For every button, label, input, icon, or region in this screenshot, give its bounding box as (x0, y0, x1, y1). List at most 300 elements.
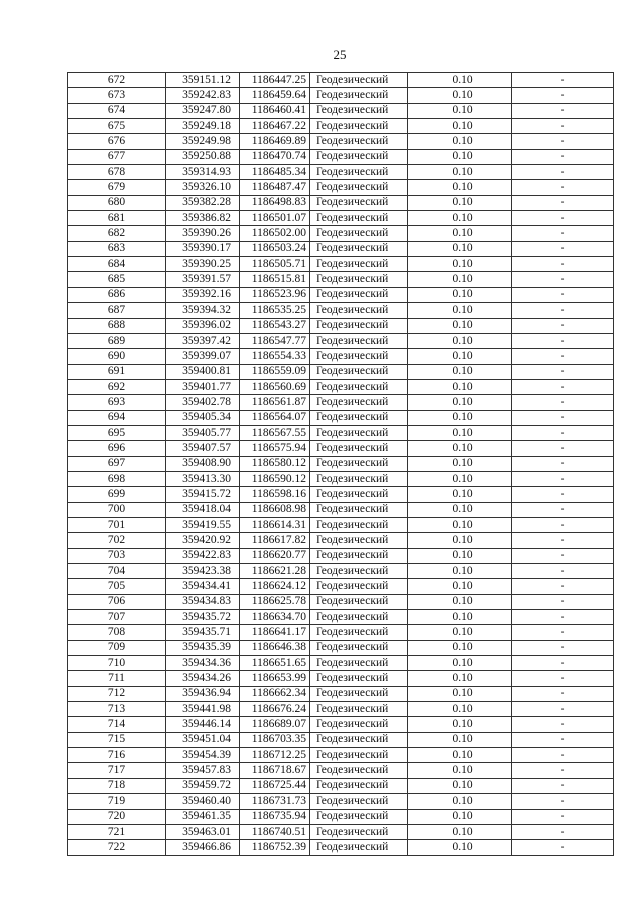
precision-cell: 0.10 (408, 379, 512, 394)
precision-cell: 0.10 (408, 73, 512, 88)
point-number-cell: 697 (68, 456, 166, 471)
note-cell: - (512, 794, 614, 809)
precision-cell: 0.10 (408, 732, 512, 747)
table-row (68, 533, 614, 548)
table-row (68, 640, 614, 655)
table-row (68, 809, 614, 824)
x-coordinate-cell: 359446.14 (166, 717, 240, 732)
note-cell: - (512, 594, 614, 609)
method-cell: Геодезический (310, 671, 408, 686)
x-coordinate-cell: 359441.98 (166, 702, 240, 717)
y-coordinate-cell: 1186718.67 (240, 763, 310, 778)
point-number-cell: 683 (68, 241, 166, 256)
table-row (68, 487, 614, 502)
y-coordinate-cell: 1186505.71 (240, 257, 310, 272)
precision-cell: 0.10 (408, 349, 512, 364)
point-number-cell: 688 (68, 318, 166, 333)
precision-cell: 0.10 (408, 502, 512, 517)
point-number-cell: 718 (68, 778, 166, 793)
method-cell: Геодезический (310, 257, 408, 272)
table-row (68, 379, 614, 394)
precision-cell: 0.10 (408, 318, 512, 333)
x-coordinate-cell: 359419.55 (166, 517, 240, 532)
point-number-cell: 693 (68, 395, 166, 410)
note-cell: - (512, 425, 614, 440)
y-coordinate-cell: 1186485.34 (240, 165, 310, 180)
precision-cell: 0.10 (408, 656, 512, 671)
table-row (68, 333, 614, 348)
precision-cell: 0.10 (408, 594, 512, 609)
table-row (68, 134, 614, 149)
x-coordinate-cell: 359466.86 (166, 840, 240, 855)
method-cell: Геодезический (310, 840, 408, 855)
method-cell: Геодезический (310, 579, 408, 594)
point-number-cell: 717 (68, 763, 166, 778)
precision-cell: 0.10 (408, 456, 512, 471)
point-number-cell: 719 (68, 794, 166, 809)
table-row (68, 763, 614, 778)
y-coordinate-cell: 1186515.81 (240, 272, 310, 287)
method-cell: Геодезический (310, 165, 408, 180)
table-row (68, 517, 614, 532)
x-coordinate-cell: 359435.71 (166, 625, 240, 640)
x-coordinate-cell: 359451.04 (166, 732, 240, 747)
note-cell: - (512, 287, 614, 302)
note-cell: - (512, 487, 614, 502)
note-cell: - (512, 548, 614, 563)
point-number-cell: 680 (68, 195, 166, 210)
y-coordinate-cell: 1186653.99 (240, 671, 310, 686)
point-number-cell: 696 (68, 441, 166, 456)
note-cell: - (512, 686, 614, 701)
y-coordinate-cell: 1186575.94 (240, 441, 310, 456)
table-row (68, 425, 614, 440)
table-row (68, 103, 614, 118)
table-row (68, 717, 614, 732)
y-coordinate-cell: 1186560.69 (240, 379, 310, 394)
point-number-cell: 695 (68, 425, 166, 440)
method-cell: Геодезический (310, 594, 408, 609)
method-cell: Геодезический (310, 364, 408, 379)
method-cell: Геодезический (310, 625, 408, 640)
x-coordinate-cell: 359382.28 (166, 195, 240, 210)
x-coordinate-cell: 359418.04 (166, 502, 240, 517)
y-coordinate-cell: 1186712.25 (240, 748, 310, 763)
x-coordinate-cell: 359400.81 (166, 364, 240, 379)
point-number-cell: 705 (68, 579, 166, 594)
table-row (68, 686, 614, 701)
precision-cell: 0.10 (408, 748, 512, 763)
table-row (68, 471, 614, 486)
point-number-cell: 712 (68, 686, 166, 701)
point-number-cell: 689 (68, 333, 166, 348)
precision-cell: 0.10 (408, 272, 512, 287)
table-row (68, 287, 614, 302)
x-coordinate-cell: 359396.02 (166, 318, 240, 333)
note-cell: - (512, 410, 614, 425)
method-cell: Геодезический (310, 809, 408, 824)
table-row (68, 165, 614, 180)
point-number-cell: 709 (68, 640, 166, 655)
table-row (68, 671, 614, 686)
note-cell: - (512, 840, 614, 855)
note-cell: - (512, 195, 614, 210)
x-coordinate-cell: 359401.77 (166, 379, 240, 394)
y-coordinate-cell: 1186501.07 (240, 211, 310, 226)
y-coordinate-cell: 1186567.55 (240, 425, 310, 440)
precision-cell: 0.10 (408, 425, 512, 440)
point-number-cell: 716 (68, 748, 166, 763)
table-row (68, 149, 614, 164)
point-number-cell: 690 (68, 349, 166, 364)
precision-cell: 0.10 (408, 241, 512, 256)
point-number-cell: 714 (68, 717, 166, 732)
precision-cell: 0.10 (408, 625, 512, 640)
note-cell: - (512, 564, 614, 579)
method-cell: Геодезический (310, 303, 408, 318)
note-cell: - (512, 241, 614, 256)
method-cell: Геодезический (310, 241, 408, 256)
x-coordinate-cell: 359415.72 (166, 487, 240, 502)
table-row (68, 241, 614, 256)
note-cell: - (512, 533, 614, 548)
precision-cell: 0.10 (408, 640, 512, 655)
y-coordinate-cell: 1186725.44 (240, 778, 310, 793)
precision-cell: 0.10 (408, 487, 512, 502)
method-cell: Геодезический (310, 487, 408, 502)
y-coordinate-cell: 1186543.27 (240, 318, 310, 333)
x-coordinate-cell: 359413.30 (166, 471, 240, 486)
precision-cell: 0.10 (408, 564, 512, 579)
table-row (68, 318, 614, 333)
note-cell: - (512, 732, 614, 747)
point-number-cell: 720 (68, 809, 166, 824)
point-number-cell: 676 (68, 134, 166, 149)
y-coordinate-cell: 1186620.77 (240, 548, 310, 563)
x-coordinate-cell: 359250.88 (166, 149, 240, 164)
point-number-cell: 707 (68, 610, 166, 625)
note-cell: - (512, 333, 614, 348)
page-number: 25 (333, 47, 347, 62)
y-coordinate-cell: 1186646.38 (240, 640, 310, 655)
x-coordinate-cell: 359435.39 (166, 640, 240, 655)
table-row (68, 610, 614, 625)
point-number-cell: 704 (68, 564, 166, 579)
x-coordinate-cell: 359459.72 (166, 778, 240, 793)
method-cell: Геодезический (310, 395, 408, 410)
precision-cell: 0.10 (408, 533, 512, 548)
method-cell: Геодезический (310, 517, 408, 532)
coordinates-table (67, 72, 614, 856)
y-coordinate-cell: 1186535.25 (240, 303, 310, 318)
precision-cell: 0.10 (408, 517, 512, 532)
point-number-cell: 715 (68, 732, 166, 747)
x-coordinate-cell: 359394.32 (166, 303, 240, 318)
method-cell: Геодезический (310, 502, 408, 517)
y-coordinate-cell: 1186580.12 (240, 456, 310, 471)
x-coordinate-cell: 359422.83 (166, 548, 240, 563)
y-coordinate-cell: 1186503.24 (240, 241, 310, 256)
x-coordinate-cell: 359408.90 (166, 456, 240, 471)
table-row (68, 195, 614, 210)
point-number-cell: 672 (68, 73, 166, 88)
precision-cell: 0.10 (408, 702, 512, 717)
y-coordinate-cell: 1186498.83 (240, 195, 310, 210)
precision-cell: 0.10 (408, 257, 512, 272)
y-coordinate-cell: 1186487.47 (240, 180, 310, 195)
x-coordinate-cell: 359390.17 (166, 241, 240, 256)
x-coordinate-cell: 359390.26 (166, 226, 240, 241)
method-cell: Геодезический (310, 548, 408, 563)
method-cell: Геодезический (310, 103, 408, 118)
method-cell: Геодезический (310, 610, 408, 625)
precision-cell: 0.10 (408, 794, 512, 809)
note-cell: - (512, 717, 614, 732)
y-coordinate-cell: 1186598.16 (240, 487, 310, 502)
method-cell: Геодезический (310, 410, 408, 425)
table-row (68, 778, 614, 793)
table-row (68, 548, 614, 563)
y-coordinate-cell: 1186662.34 (240, 686, 310, 701)
y-coordinate-cell: 1186651.65 (240, 656, 310, 671)
y-coordinate-cell: 1186467.22 (240, 119, 310, 134)
table-row (68, 732, 614, 747)
note-cell: - (512, 702, 614, 717)
x-coordinate-cell: 359454.39 (166, 748, 240, 763)
table-row (68, 180, 614, 195)
table-row (68, 794, 614, 809)
table-row (68, 395, 614, 410)
x-coordinate-cell: 359151.12 (166, 73, 240, 88)
y-coordinate-cell: 1186470.74 (240, 149, 310, 164)
y-coordinate-cell: 1186502.00 (240, 226, 310, 241)
x-coordinate-cell: 359391.57 (166, 272, 240, 287)
x-coordinate-cell: 359314.93 (166, 165, 240, 180)
x-coordinate-cell: 359434.41 (166, 579, 240, 594)
note-cell: - (512, 671, 614, 686)
table-row (68, 349, 614, 364)
point-number-cell: 711 (68, 671, 166, 686)
note-cell: - (512, 471, 614, 486)
y-coordinate-cell: 1186740.51 (240, 824, 310, 839)
note-cell: - (512, 364, 614, 379)
method-cell: Геодезический (310, 640, 408, 655)
y-coordinate-cell: 1186735.94 (240, 809, 310, 824)
point-number-cell: 713 (68, 702, 166, 717)
point-number-cell: 699 (68, 487, 166, 502)
precision-cell: 0.10 (408, 103, 512, 118)
note-cell: - (512, 73, 614, 88)
x-coordinate-cell: 359461.35 (166, 809, 240, 824)
point-number-cell: 687 (68, 303, 166, 318)
table-row (68, 824, 614, 839)
method-cell: Геодезический (310, 425, 408, 440)
method-cell: Геодезический (310, 824, 408, 839)
x-coordinate-cell: 359249.18 (166, 119, 240, 134)
y-coordinate-cell: 1186621.28 (240, 564, 310, 579)
note-cell: - (512, 640, 614, 655)
note-cell: - (512, 180, 614, 195)
precision-cell: 0.10 (408, 763, 512, 778)
point-number-cell: 673 (68, 88, 166, 103)
y-coordinate-cell: 1186614.31 (240, 517, 310, 532)
note-cell: - (512, 379, 614, 394)
point-number-cell: 708 (68, 625, 166, 640)
note-cell: - (512, 763, 614, 778)
method-cell: Геодезический (310, 149, 408, 164)
y-coordinate-cell: 1186447.25 (240, 73, 310, 88)
precision-cell: 0.10 (408, 610, 512, 625)
precision-cell: 0.10 (408, 778, 512, 793)
x-coordinate-cell: 359436.94 (166, 686, 240, 701)
point-number-cell: 685 (68, 272, 166, 287)
precision-cell: 0.10 (408, 364, 512, 379)
table-row (68, 656, 614, 671)
y-coordinate-cell: 1186689.07 (240, 717, 310, 732)
precision-cell: 0.10 (408, 395, 512, 410)
x-coordinate-cell: 359434.36 (166, 656, 240, 671)
y-coordinate-cell: 1186641.17 (240, 625, 310, 640)
point-number-cell: 694 (68, 410, 166, 425)
y-coordinate-cell: 1186459.64 (240, 88, 310, 103)
x-coordinate-cell: 359434.83 (166, 594, 240, 609)
point-number-cell: 721 (68, 824, 166, 839)
table-row (68, 441, 614, 456)
note-cell: - (512, 824, 614, 839)
point-number-cell: 682 (68, 226, 166, 241)
x-coordinate-cell: 359420.92 (166, 533, 240, 548)
point-number-cell: 686 (68, 287, 166, 302)
y-coordinate-cell: 1186752.39 (240, 840, 310, 855)
precision-cell: 0.10 (408, 333, 512, 348)
method-cell: Геодезический (310, 533, 408, 548)
point-number-cell: 702 (68, 533, 166, 548)
precision-cell: 0.10 (408, 671, 512, 686)
note-cell: - (512, 625, 614, 640)
precision-cell: 0.10 (408, 226, 512, 241)
x-coordinate-cell: 359405.77 (166, 425, 240, 440)
point-number-cell: 701 (68, 517, 166, 532)
table-row (68, 303, 614, 318)
precision-cell: 0.10 (408, 824, 512, 839)
coordinates-table-body (68, 73, 614, 856)
precision-cell: 0.10 (408, 686, 512, 701)
note-cell: - (512, 456, 614, 471)
y-coordinate-cell: 1186547.77 (240, 333, 310, 348)
precision-cell: 0.10 (408, 211, 512, 226)
method-cell: Геодезический (310, 763, 408, 778)
precision-cell: 0.10 (408, 809, 512, 824)
method-cell: Геодезический (310, 180, 408, 195)
y-coordinate-cell: 1186625.78 (240, 594, 310, 609)
precision-cell: 0.10 (408, 149, 512, 164)
note-cell: - (512, 211, 614, 226)
y-coordinate-cell: 1186460.41 (240, 103, 310, 118)
method-cell: Геодезический (310, 119, 408, 134)
x-coordinate-cell: 359463.01 (166, 824, 240, 839)
x-coordinate-cell: 359397.42 (166, 333, 240, 348)
x-coordinate-cell: 359390.25 (166, 257, 240, 272)
note-cell: - (512, 579, 614, 594)
note-cell: - (512, 778, 614, 793)
note-cell: - (512, 809, 614, 824)
y-coordinate-cell: 1186608.98 (240, 502, 310, 517)
table-row (68, 456, 614, 471)
table-row (68, 625, 614, 640)
precision-cell: 0.10 (408, 119, 512, 134)
y-coordinate-cell: 1186634.70 (240, 610, 310, 625)
method-cell: Геодезический (310, 226, 408, 241)
x-coordinate-cell: 359249.98 (166, 134, 240, 149)
note-cell: - (512, 610, 614, 625)
x-coordinate-cell: 359399.07 (166, 349, 240, 364)
table-row (68, 88, 614, 103)
x-coordinate-cell: 359407.57 (166, 441, 240, 456)
method-cell: Геодезический (310, 88, 408, 103)
method-cell: Геодезический (310, 732, 408, 747)
point-number-cell: 674 (68, 103, 166, 118)
precision-cell: 0.10 (408, 287, 512, 302)
x-coordinate-cell: 359434.26 (166, 671, 240, 686)
point-number-cell: 710 (68, 656, 166, 671)
precision-cell: 0.10 (408, 88, 512, 103)
point-number-cell: 692 (68, 379, 166, 394)
y-coordinate-cell: 1186624.12 (240, 579, 310, 594)
y-coordinate-cell: 1186554.33 (240, 349, 310, 364)
precision-cell: 0.10 (408, 441, 512, 456)
note-cell: - (512, 748, 614, 763)
method-cell: Геодезический (310, 211, 408, 226)
table-row (68, 119, 614, 134)
y-coordinate-cell: 1186703.35 (240, 732, 310, 747)
x-coordinate-cell: 359402.78 (166, 395, 240, 410)
method-cell: Геодезический (310, 134, 408, 149)
precision-cell: 0.10 (408, 195, 512, 210)
method-cell: Геодезический (310, 778, 408, 793)
method-cell: Геодезический (310, 656, 408, 671)
table-row (68, 579, 614, 594)
point-number-cell: 700 (68, 502, 166, 517)
method-cell: Геодезический (310, 456, 408, 471)
y-coordinate-cell: 1186469.89 (240, 134, 310, 149)
method-cell: Геодезический (310, 73, 408, 88)
precision-cell: 0.10 (408, 180, 512, 195)
method-cell: Геодезический (310, 717, 408, 732)
note-cell: - (512, 395, 614, 410)
note-cell: - (512, 656, 614, 671)
table-row (68, 211, 614, 226)
table-row (68, 702, 614, 717)
note-cell: - (512, 318, 614, 333)
note-cell: - (512, 119, 614, 134)
y-coordinate-cell: 1186523.96 (240, 287, 310, 302)
note-cell: - (512, 517, 614, 532)
point-number-cell: 698 (68, 471, 166, 486)
point-number-cell: 691 (68, 364, 166, 379)
precision-cell: 0.10 (408, 410, 512, 425)
y-coordinate-cell: 1186559.09 (240, 364, 310, 379)
note-cell: - (512, 349, 614, 364)
table-row (68, 840, 614, 855)
point-number-cell: 675 (68, 119, 166, 134)
method-cell: Геодезический (310, 318, 408, 333)
table-row (68, 410, 614, 425)
method-cell: Геодезический (310, 441, 408, 456)
point-number-cell: 703 (68, 548, 166, 563)
note-cell: - (512, 226, 614, 241)
y-coordinate-cell: 1186590.12 (240, 471, 310, 486)
table-row (68, 272, 614, 287)
